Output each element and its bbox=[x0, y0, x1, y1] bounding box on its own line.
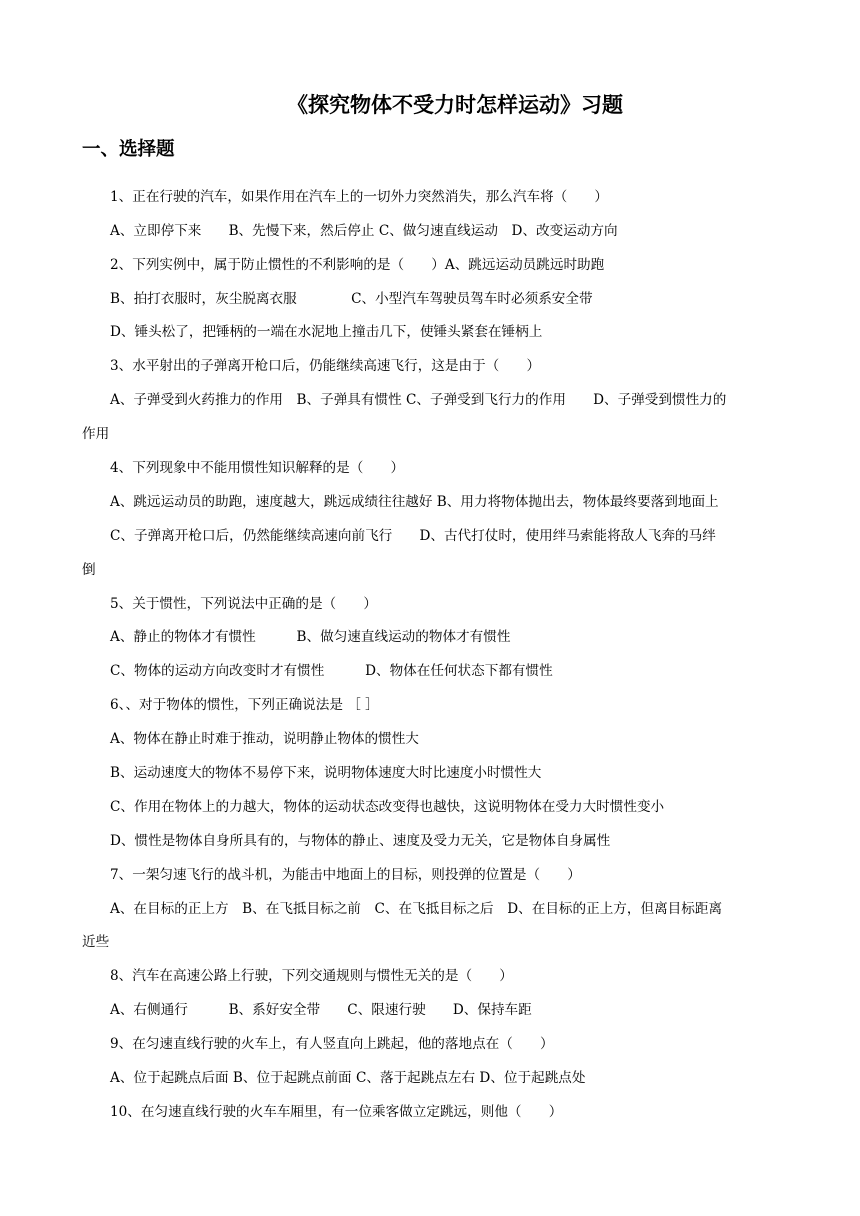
text-line: A、在目标的正上方 B、在飞抵目标之前 C、在飞抵目标之后 D、在目标的正上方，但离目标距离 bbox=[110, 900, 723, 917]
text-line: 6、、对于物体的惯性，下列正确说法是 ［ ］ bbox=[110, 697, 379, 714]
text-line: D、锤头松了，把锤柄的一端在水泥地上撞击几下，使锤头紧套在锤柄上 bbox=[110, 324, 543, 341]
text-line: A、子弹受到火药推力的作用 B、子弹具有惯性 C、子弹受到飞行力的作用 D、子弹受到惯性力的 bbox=[110, 392, 727, 409]
text-line: A、跳远运动员的助跑，速度越大，跳远成绩往往越好 B、用力将物体抛出去，物体最终要落到地面上 bbox=[110, 493, 719, 510]
text-line: A、右侧通行 B、系好安全带 C、限速行驶 D、保持车距 bbox=[110, 1002, 532, 1019]
document-body bbox=[82, 147, 782, 1130]
text-line: 3、水平射出的子弹离开枪口后，仍能继续高速飞行，这是由于（ ） bbox=[110, 358, 541, 375]
document-title: 《探究物体不受力时怎样运动》习题 bbox=[287, 93, 623, 117]
spacer-line bbox=[82, 147, 782, 181]
text-line: 8、汽车在高速公路上行驶，下列交通规则与惯性无关的是（ ） bbox=[110, 968, 513, 985]
text-line: D、惯性是物体自身所具有的，与物体的静止、速度及受力无关，它是物体自身属性 bbox=[110, 832, 611, 849]
text-line: B、运动速度大的物体不易停下来，说明物体速度大时比速度小时惯性大 bbox=[110, 765, 542, 782]
text-line: 1、正在行驶的汽车，如果作用在汽车上的一切外力突然消失，那么汽车将（ ） bbox=[110, 188, 609, 205]
text-line: 10、在匀速直线行驶的火车车厢里，有一位乘客做立定跳远，则他（ ） bbox=[110, 1103, 563, 1120]
text-line: 4、下列现象中不能用惯性知识解释的是（ ） bbox=[110, 460, 405, 477]
text-line: 7、一架匀速飞行的战斗机，为能击中地面上的目标，则投弹的位置是（ ） bbox=[110, 866, 581, 883]
text-line: 近些 bbox=[82, 934, 110, 951]
text-line: 9、在匀速直线行驶的火车上，有人竖直向上跳起，他的落地点在（ ） bbox=[110, 1036, 554, 1053]
text-line: 倒 bbox=[82, 561, 96, 578]
text-line: A、位于起跳点后面 B、位于起跳点前面 C、落于起跳点左右 D、位于起跳点处 bbox=[110, 1070, 586, 1087]
text-line: A、物体在静止时难于推动，说明静止物体的惯性大 bbox=[110, 731, 419, 748]
text-line: C、作用在物体上的力越大，物体的运动状态改变得也越快，这说明物体在受力大时惯性变小 bbox=[110, 798, 665, 815]
text-line: 作用 bbox=[82, 426, 110, 443]
text-line: B、拍打衣服时，灰尘脱离衣服 C、小型汽车驾驶员驾车时必须系安全带 bbox=[110, 290, 593, 307]
text-line: C、子弹离开枪口后，仍然能继续高速向前飞行 D、古代打仗时，使用绊马索能将敌人飞奔的马绊 bbox=[110, 527, 716, 544]
text-line: C、物体的运动方向改变时才有惯性 D、物体在任何状态下都有惯性 bbox=[110, 663, 553, 680]
text-line: 2、下列实例中，属于防止惯性的不利影响的是（ ）A、跳远运动员跳远时助跑 bbox=[110, 256, 605, 273]
text-line: A、静止的物体才有惯性 B、做匀速直线运动的物体才有惯性 bbox=[110, 629, 511, 646]
section-heading: 一、选择题 bbox=[82, 139, 175, 160]
text-line: 5、关于惯性，下列说法中正确的是（ ） bbox=[110, 595, 377, 612]
text-line: A、立即停下来 B、先慢下来，然后停止 C、做匀速直线运动 D、改变运动方向 bbox=[110, 222, 618, 239]
